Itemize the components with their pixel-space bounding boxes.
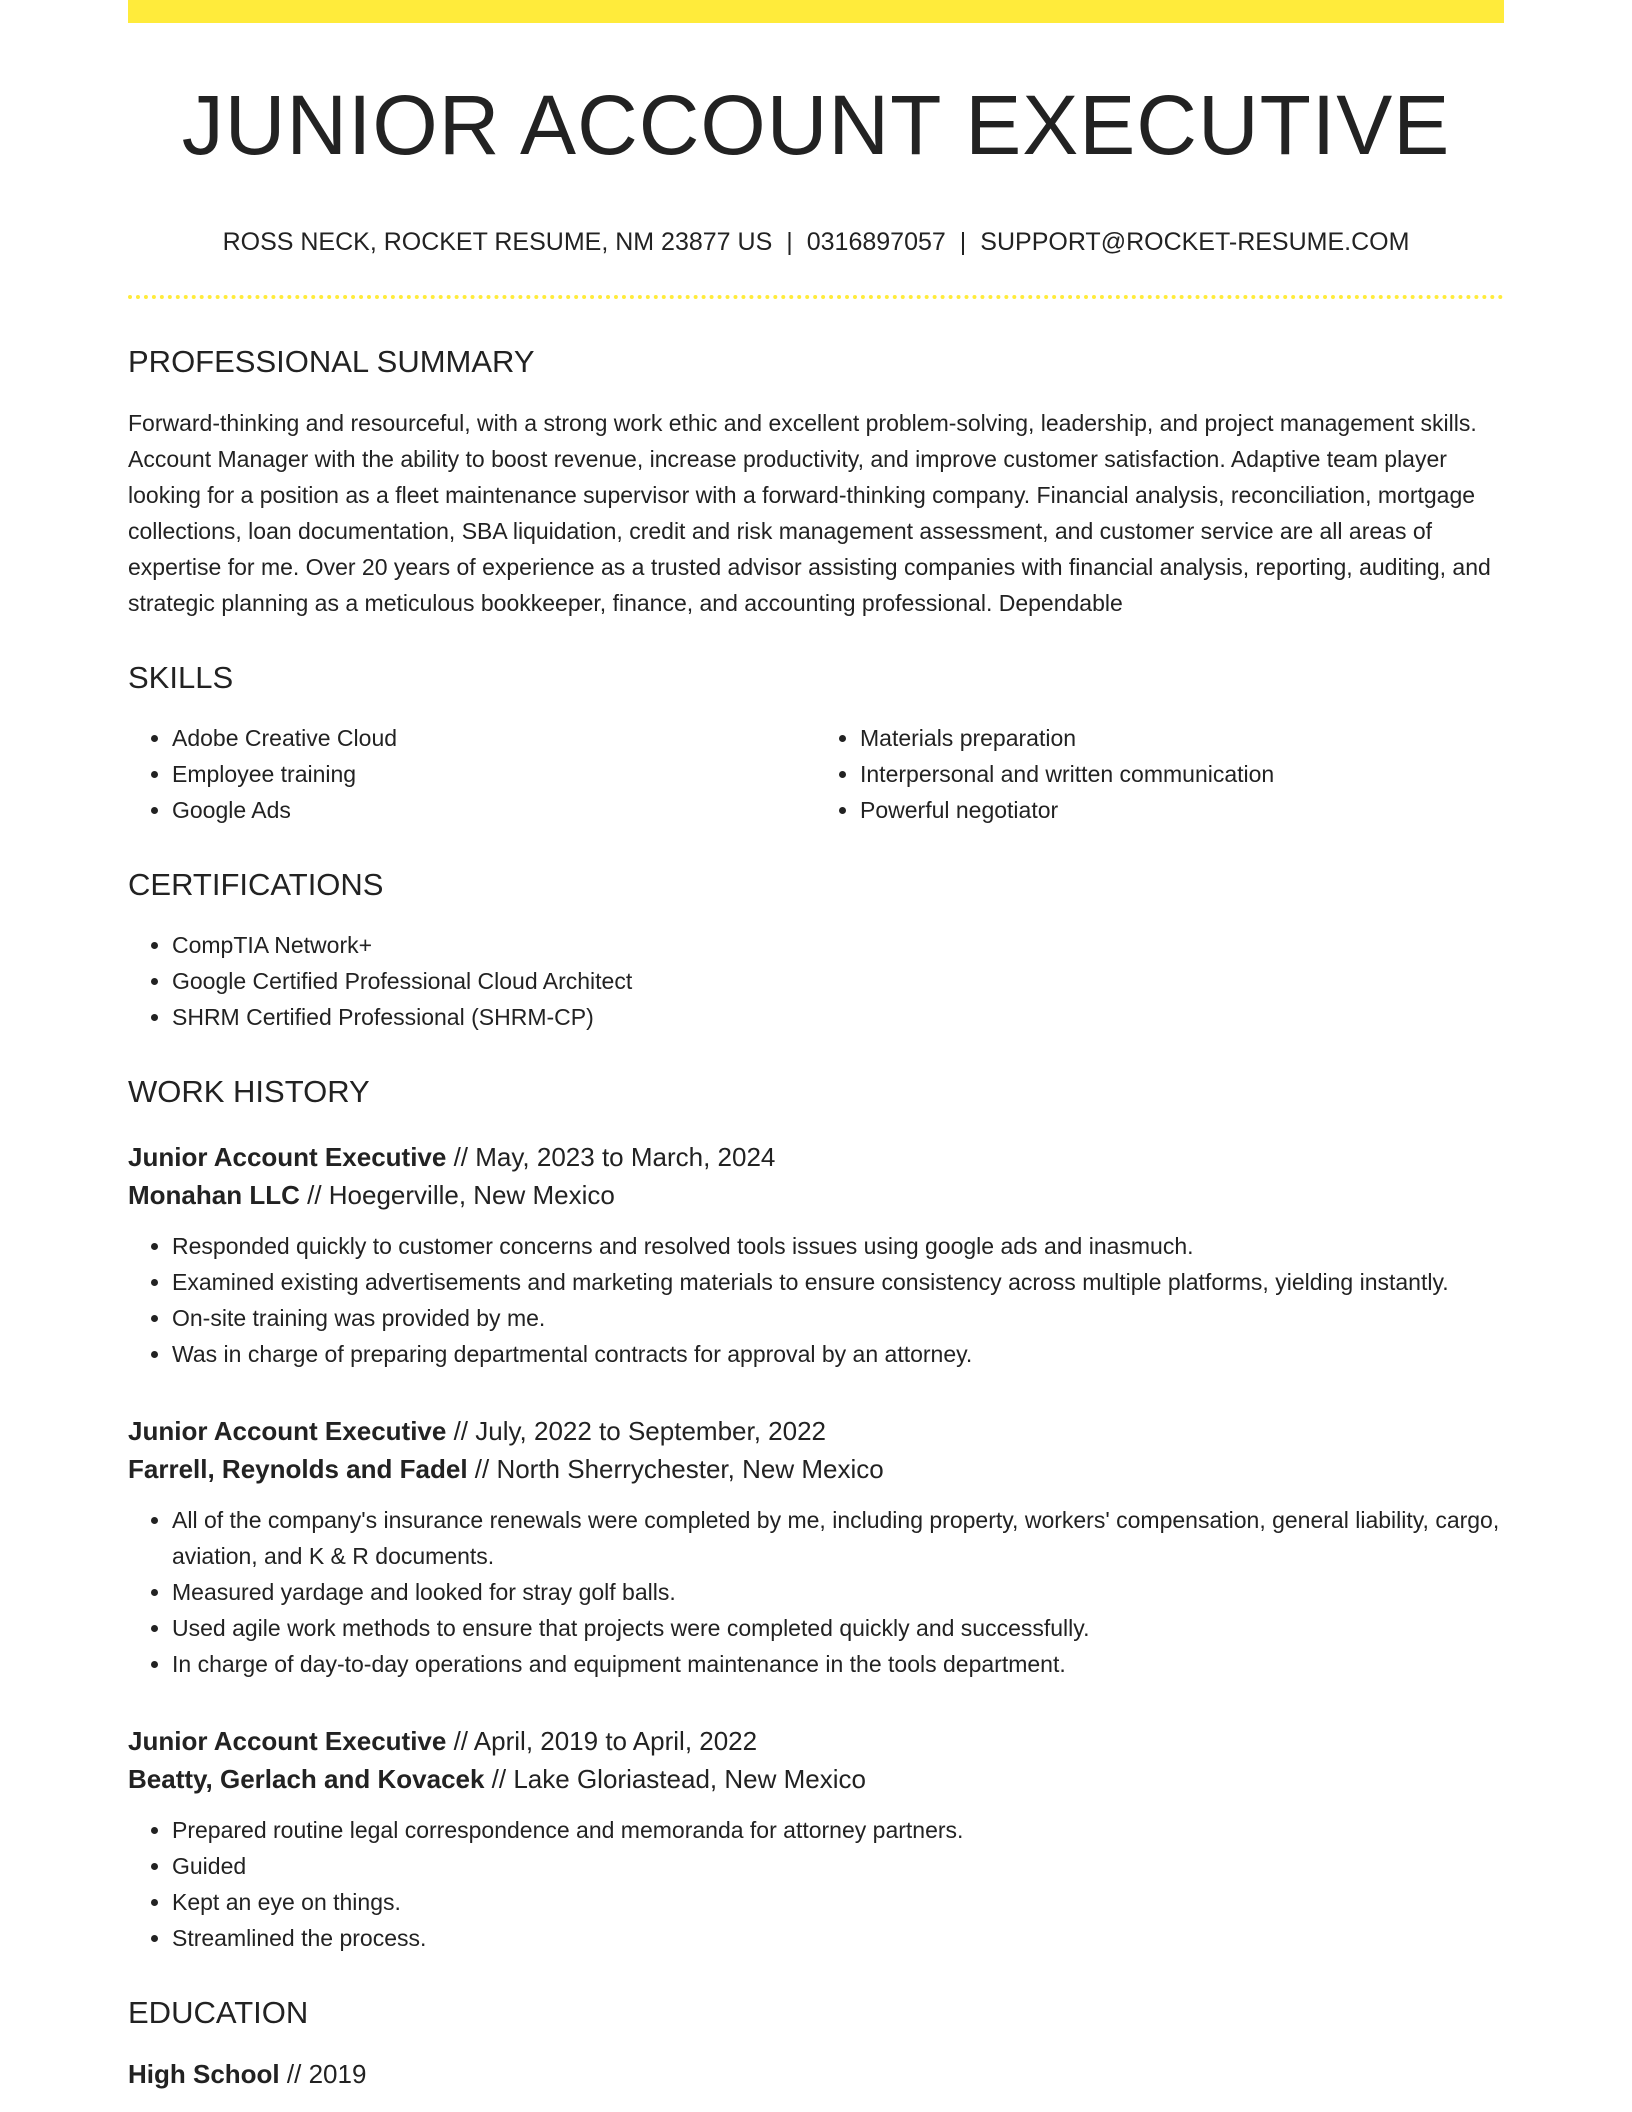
job-bullets bbox=[128, 1228, 1504, 1372]
job-entry bbox=[128, 1138, 1504, 1372]
job-dates: // May, 2023 to March, 2024 bbox=[446, 1142, 776, 1173]
skill-item: • Interpersonal and written communication bbox=[860, 756, 1504, 792]
certification-item: • SHRM Certified Professional (SHRM-CP) bbox=[172, 999, 1504, 1035]
contact-separator: | bbox=[959, 228, 967, 257]
job-company: Monahan LLC bbox=[128, 1180, 300, 1211]
education-year: // 2019 bbox=[279, 2059, 367, 2090]
job-company: Beatty, Gerlach and Kovacek bbox=[128, 1764, 485, 1795]
job-company: Farrell, Reynolds and Fadel bbox=[128, 1454, 468, 1485]
job-location: // Hoegerville, New Mexico bbox=[299, 1180, 615, 1211]
education-entry bbox=[128, 2055, 1504, 2093]
dotted-divider bbox=[128, 295, 1504, 299]
section-title-skills: SKILLS bbox=[128, 659, 234, 695]
accent-top-bar bbox=[128, 0, 1504, 23]
job-location: // Lake Gloriastead, New Mexico bbox=[484, 1764, 866, 1795]
job-dates: // July, 2022 to September, 2022 bbox=[446, 1416, 826, 1447]
job-title-line bbox=[128, 1722, 1504, 1760]
job-title-line bbox=[128, 1138, 1504, 1176]
education-degree: High School bbox=[128, 2059, 280, 2090]
skills-column-left bbox=[128, 720, 816, 828]
certification-item: • CompTIA Network+ bbox=[172, 927, 1504, 963]
job-role: Junior Account Executive bbox=[128, 1142, 447, 1173]
job-bullet: • Was in charge of preparing departmental contracts for approval by an attorney. bbox=[172, 1336, 1504, 1372]
summary-text: Forward-thinking and resourceful, with a strong work ethic and excellent problem-solving, leadership, and project management skills. Account Manager with the ability to boost revenue, increase productivity, and improve customer satisfaction. Adaptive team player looking for a position as a fleet maintenance supervisor with a forward-thinking company. Financial analysis, reconciliation, mortgage collections, loan documentation, SBA liquidation, credit and risk management assessment, and customer service are all areas of expertise for me. Over 20 years of experience as a trusted advisor assisting companies with financial analysis, reporting, auditing, and strategic planning as a meticulous bookkeeper, finance, and accounting professional. Dependable bbox=[128, 409, 1491, 616]
job-bullet: • On-site training was provided by me. bbox=[172, 1300, 1504, 1336]
job-bullet: • Kept an eye on things. bbox=[172, 1884, 1504, 1920]
job-bullet: • All of the company's insurance renewals were completed by me, including property, workers' compensation, general liability, cargo, aviation, and K & R documents. bbox=[172, 1502, 1504, 1574]
contact-line bbox=[128, 227, 1504, 257]
skill-item: • Employee training bbox=[172, 756, 816, 792]
job-bullets bbox=[128, 1812, 1504, 1956]
skill-item: • Adobe Creative Cloud bbox=[172, 720, 816, 756]
job-bullet: • In charge of day-to-day operations and equipment maintenance in the tools department. bbox=[172, 1646, 1504, 1682]
resume-page bbox=[128, 0, 1504, 2093]
skill-item: • Google Ads bbox=[172, 792, 816, 828]
section-title-certifications: CERTIFICATIONS bbox=[128, 866, 384, 902]
job-bullet: • Prepared routine legal correspondence and memoranda for attorney partners. bbox=[172, 1812, 1504, 1848]
skills-column-right bbox=[816, 720, 1504, 828]
job-bullet: • Responded quickly to customer concerns and resolved tools issues using google ads and inasmuch. bbox=[172, 1228, 1504, 1264]
section-title-work-history: WORK HISTORY bbox=[128, 1073, 370, 1109]
job-entry bbox=[128, 1722, 1504, 1956]
contact-email: SUPPORT@ROCKET-RESUME.COM bbox=[980, 228, 1410, 257]
job-bullet: • Used agile work methods to ensure that projects were completed quickly and successfully. bbox=[172, 1610, 1504, 1646]
job-bullets bbox=[128, 1502, 1504, 1682]
job-company-line bbox=[128, 1450, 1504, 1488]
job-title-line bbox=[128, 1412, 1504, 1450]
contact-separator: | bbox=[786, 228, 793, 257]
job-bullet: • Examined existing advertisements and marketing materials to ensure consistency across multiple platforms, yielding instantly. bbox=[172, 1264, 1504, 1300]
job-entry bbox=[128, 1412, 1504, 1682]
contact-address: ROSS NECK, ROCKET RESUME, NM 23877 US bbox=[222, 228, 773, 257]
job-bullet: • Guided bbox=[172, 1848, 1504, 1884]
job-company-line bbox=[128, 1760, 1504, 1798]
job-location: // North Sherrychester, New Mexico bbox=[467, 1454, 884, 1485]
skill-item: • Powerful negotiator bbox=[860, 792, 1504, 828]
job-bullet: • Streamlined the process. bbox=[172, 1920, 1504, 1956]
skills-list bbox=[128, 720, 1504, 828]
certifications-list bbox=[128, 927, 1504, 1035]
contact-phone: 0316897057 bbox=[806, 228, 946, 257]
job-role: Junior Account Executive bbox=[128, 1726, 447, 1757]
job-company-line bbox=[128, 1176, 1504, 1214]
skill-item: • Materials preparation bbox=[860, 720, 1504, 756]
job-role: Junior Account Executive bbox=[128, 1416, 447, 1447]
job-bullet: • Measured yardage and looked for stray golf balls. bbox=[172, 1574, 1504, 1610]
section-title-education: EDUCATION bbox=[128, 1995, 309, 2031]
certification-item: • Google Certified Professional Cloud Architect bbox=[172, 963, 1504, 999]
section-title-summary: PROFESSIONAL SUMMARY bbox=[128, 344, 535, 380]
resume-name: JUNIOR ACCOUNT EXECUTIVE bbox=[181, 78, 1451, 172]
job-dates: // April, 2019 to April, 2022 bbox=[446, 1726, 758, 1757]
